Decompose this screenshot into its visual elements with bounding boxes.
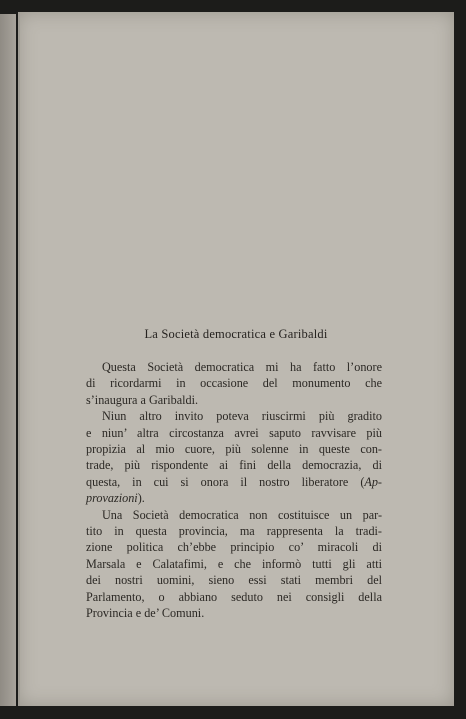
body-text (86, 359, 382, 622)
text-fragment: questa, in cui si onora il nostro liberatore ( (86, 474, 365, 489)
text-line: Niun altro invito poteva riuscirmi più gradito (102, 409, 382, 424)
text-line: Provincia e de’ Comuni. (86, 606, 205, 621)
page-gutter (18, 12, 20, 706)
text-line: Marsala e Calatafimi, e che informò tutti gli atti (86, 556, 382, 571)
text-line: Una Società democratica non costituisce un par- (102, 507, 382, 522)
italic-fragment: provazioni (86, 491, 138, 506)
text-line: zione politica ch’ebbe principio co’ miracoli di (86, 540, 382, 555)
text-line: propizia al mio cuore, più solenne in queste con- (86, 442, 382, 457)
book-page (18, 12, 454, 706)
text-line: tito in questa provincia, ma rappresenta la tradi- (86, 524, 382, 539)
section-title: La Società democratica e Garibaldi (144, 327, 328, 341)
text-line: Parlamento, o abbiano seduto nei consigli della (86, 589, 382, 604)
text-line: Questa Società democratica mi ha fatto l’onore (102, 360, 382, 374)
previous-page-edge (0, 14, 16, 706)
text-line (86, 474, 382, 490)
text-line: dei nostri uomini, sieno essi stati membri del (86, 573, 382, 588)
text-fragment: ). (137, 491, 145, 506)
text-line: e niun’ altra circostanza avrei saputo ravvisare più (86, 425, 382, 440)
text-line (86, 490, 382, 506)
text-line: trade, più rispondente ai fini della democrazia, di (86, 458, 382, 473)
text-line: di ricordarmi in occasione del monumento che (86, 376, 382, 391)
text-line: s’inaugura a Garibaldi. (86, 392, 199, 407)
italic-fragment: Ap- (364, 474, 382, 489)
